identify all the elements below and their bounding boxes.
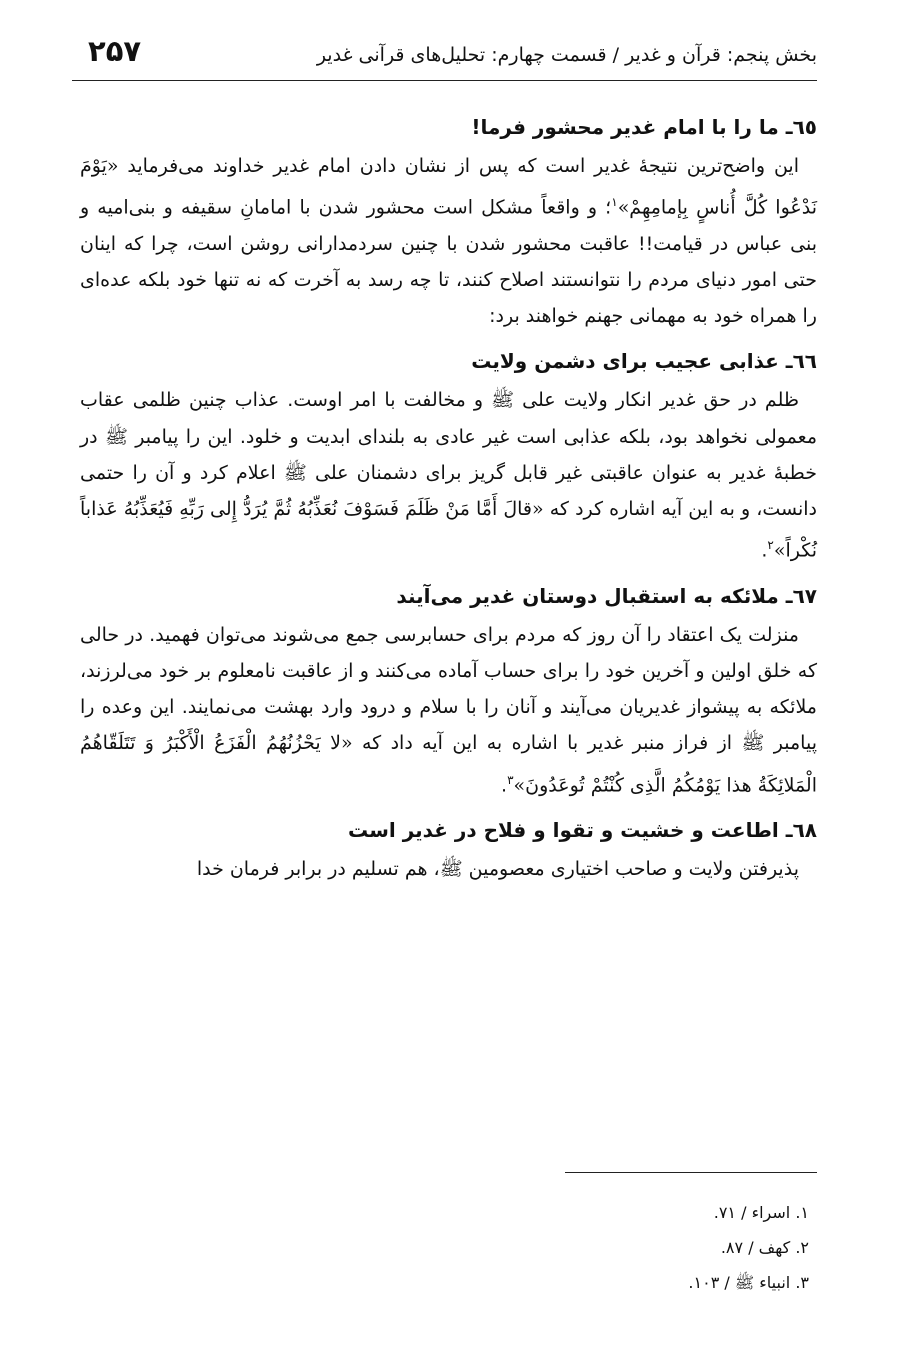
section-heading: ٦٧ـ ملائکه به استقبال دوستان غدیر می‌آیند	[396, 583, 817, 608]
section-heading: ٦٥ـ ما را با امام غدیر محشور فرما!	[471, 115, 817, 139]
footnotes	[80, 1172, 817, 1300]
quran-quote: «یَوْمَ نَدْعُوا کُلَّ أُناسٍ بِإمامِهِمْ»	[80, 155, 817, 219]
footnote-marker[interactable]: ٣	[507, 772, 514, 787]
section-paragraph	[80, 617, 817, 803]
section-heading: ٦٦ـ عذابی عجیب برای دشمن ولایت	[471, 349, 817, 374]
footnote-item: ٢. کهف / ٨٧.	[720, 1238, 809, 1257]
page-number: ۲۵۷	[88, 34, 142, 68]
section-heading: ٦٨ـ اطاعت و خشیت و تقوا و فلاح در غدیر است	[348, 818, 817, 843]
footnote-marker[interactable]: ٢	[767, 538, 774, 553]
paragraph-text: این واضح‌ترین نتیجهٔ غدیر است که پس از نشان دادن امام غدیر خداوند می‌فرماید	[118, 155, 799, 177]
section-67	[80, 581, 817, 803]
paragraph-text: .	[761, 539, 768, 562]
main-text	[80, 112, 817, 899]
quran-quote: «قالَ أَمَّا مَنْ ظَلَمَ فَسَوْفَ نُعَذِّبُهُ ثُمَّ یُرَدُّ إِلی رَبِّهِ فَیُعَذِّبُهُ عَذاباً نُکْراً»	[80, 497, 817, 562]
quran-quote: «لا یَحْزُنُهُمُ الْفَزَعُ الْأَکْبَرُ وَ تَتَلَقّاهُمُ الْمَلائِکَةُ هذا یَوْمُکُمُ الَّذِی کُنْتُمْ تُوعَدُونَ»	[80, 732, 817, 796]
section-paragraph	[80, 382, 817, 568]
paragraph-text: منزلت یک اعتقاد را آن روز که مردم برای حسابرسی جمع می‌شوند می‌توان فهمید. در حالی که خلق اولین و آخرین خود را برای حساب آماده می‌کنند و از عاقبت نامعلوم بر خود می‌لرزند، ملائکه به پیشواز غدیریان می‌آیند و آنان را با سلام و درود وارد بهشت می‌نمایند. این وعده را پیامبر ﷺ از فراز منبر غدیر با اشاره به این آیه داد که	[80, 623, 817, 755]
paragraph-text: .	[501, 773, 508, 796]
running-title: بخش پنجم: قرآن و غدیر / قسمت چهارم: تحلیل‌های قرآنی غدیر	[316, 44, 817, 66]
page-header	[72, 34, 817, 81]
section-paragraph	[80, 148, 817, 334]
footnote-divider	[565, 1172, 817, 1173]
section-68	[80, 815, 817, 887]
footnote-item: ١. اسراء / ٧١.	[713, 1203, 809, 1222]
section-66	[80, 346, 817, 568]
section-65	[80, 112, 817, 334]
paragraph-text: پذیرفتن ولایت و صاحب اختیاری معصومین ﷺ، هم تسلیم در برابر فرمان خدا	[196, 858, 799, 881]
footnote-item: ٣. انبیاء ﷺ / ١٠٣.	[688, 1273, 809, 1292]
section-paragraph	[80, 851, 817, 887]
paragraph-text: ظلم در حق غدیر انکار ولایت علی ﷺ و مخالفت با امر اوست. عذاب چنین ظلمی عقاب معمولی نخواهد بود، بلکه عذابی است غیر عادی به بلندای ابدیت و خلود. این را پیامبر ﷺ در خطبهٔ غدیر به عنوان عاقبتی غیر قابل گریز برای دشمنان علی ﷺ اعلام کرد و آن را حتمی دانست، و به این آیه اشاره کرد که	[80, 389, 817, 520]
paragraph-text: ؛ و واقعاً مشکل است محشور شدن با امامانِ سقیفه و بنی‌امیه و بنی عباس در قیامت!! عاقبت محشور شدن با چنین سردمدارانی روشن است، چرا که اینان حتی امور دنیای مردم را نتوانستند اصلاح کنند، تا چه رسد به آخرت که نه تنها خود بلکه عده‌ای را همراه خود به مهمانی جهنم خواهند برد:	[80, 196, 817, 328]
footnote-marker[interactable]: ١	[611, 195, 618, 210]
